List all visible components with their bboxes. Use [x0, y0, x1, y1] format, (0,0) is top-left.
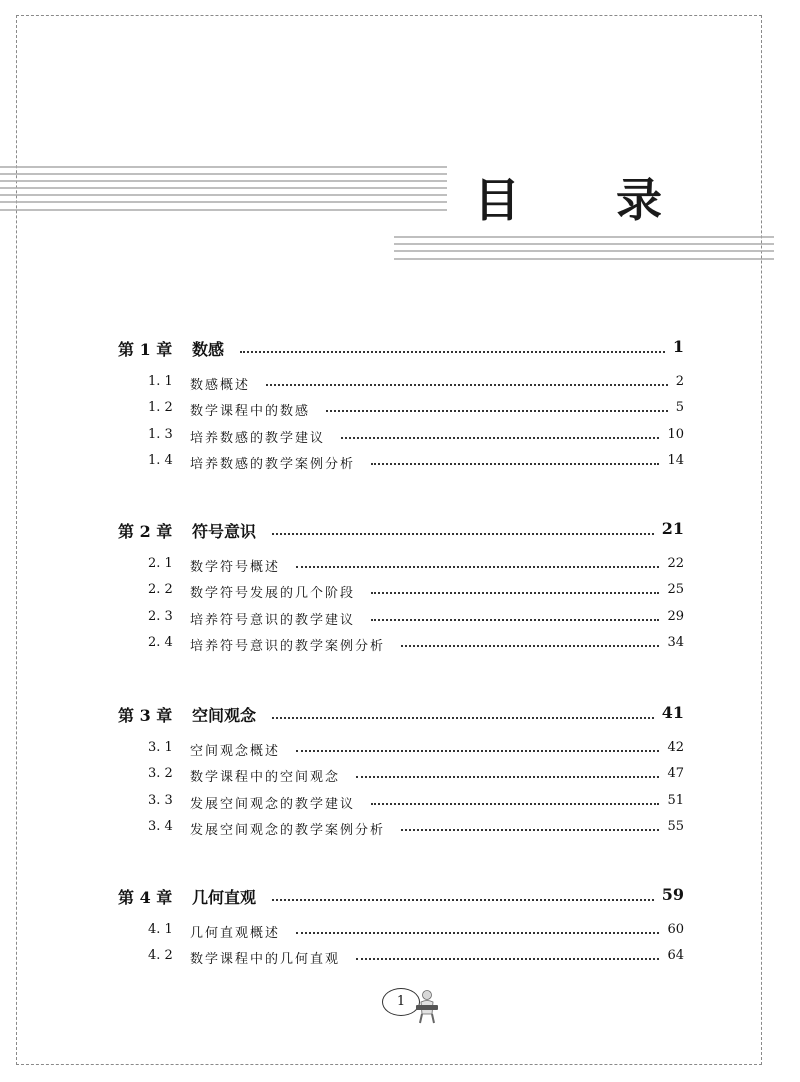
toc-section-row[interactable]	[0, 400, 800, 418]
section-number: 3. 1	[148, 740, 173, 755]
chapter-number: 第 4 章	[118, 888, 173, 907]
leader-dots	[296, 750, 659, 752]
section-page: 42	[667, 740, 684, 755]
toc-chapter-row[interactable]	[0, 703, 800, 725]
section-title: 发展空间观念的教学建议	[190, 796, 356, 812]
leader-dots	[371, 592, 659, 594]
chapter-title: 几何直观	[192, 888, 257, 907]
chapter-title: 数感	[192, 340, 225, 359]
section-number: 3. 2	[148, 766, 173, 782]
toc-section-row[interactable]	[0, 374, 800, 392]
section-title: 数学符号概述	[190, 560, 281, 575]
section-page: 51	[667, 792, 684, 808]
page-number: 1	[382, 988, 420, 1016]
chapter-page: 41	[661, 703, 684, 722]
chapter-number: 第 3 章	[118, 706, 173, 725]
chapter-title: 符号意识	[192, 522, 257, 541]
section-title: 培养符号意识的教学案例分析	[190, 638, 386, 654]
toc-section-row[interactable]	[0, 635, 800, 653]
reading-figure-icon	[415, 990, 439, 1024]
section-page: 25	[667, 582, 684, 598]
chapter-number: 第 2 章	[118, 522, 173, 541]
leader-dots	[356, 958, 659, 960]
section-page: 64	[667, 948, 684, 964]
toc-chapter-row[interactable]	[0, 519, 800, 541]
leader-dots	[371, 619, 659, 621]
leader-dots	[272, 899, 654, 901]
toc-chapter-row[interactable]	[0, 337, 800, 359]
section-page: 47	[667, 766, 684, 782]
section-title: 培养数感的教学建议	[190, 430, 326, 446]
section-title: 数学课程中的几何直观	[190, 952, 341, 968]
toc-section-row[interactable]	[0, 556, 800, 574]
section-page: 10	[667, 426, 684, 442]
section-number: 2. 4	[148, 634, 173, 650]
section-number: 1. 3	[148, 426, 173, 442]
chapter-number: 第 1 章	[118, 340, 173, 359]
leader-dots	[371, 463, 659, 465]
toc-section-row[interactable]	[0, 922, 800, 940]
section-page: 60	[667, 922, 684, 937]
section-number: 1. 2	[148, 400, 173, 416]
section-title: 培养数感的教学案例分析	[190, 456, 356, 472]
chapter-page: 59	[661, 885, 684, 904]
chapter-title: 空间观念	[192, 706, 257, 725]
section-title: 发展空间观念的教学案例分析	[190, 822, 386, 838]
section-page: 29	[667, 608, 684, 624]
section-title: 数感概述	[190, 378, 251, 393]
toc-section-row[interactable]	[0, 453, 800, 471]
leader-dots	[272, 717, 654, 719]
toc-section-row[interactable]	[0, 740, 800, 758]
section-number: 1. 4	[148, 452, 173, 468]
leader-dots	[272, 533, 654, 535]
toc-section-row[interactable]	[0, 819, 800, 837]
leader-dots	[296, 932, 659, 934]
leader-dots	[371, 803, 659, 805]
toc-section-row[interactable]	[0, 948, 800, 966]
leader-dots	[341, 437, 659, 439]
section-title: 数学符号发展的几个阶段	[190, 586, 356, 602]
page-title: 目 录	[474, 173, 703, 227]
section-number: 2. 3	[148, 608, 173, 624]
page-number-badge	[382, 988, 442, 1028]
section-page: 55	[667, 818, 684, 834]
section-page: 2	[675, 374, 684, 389]
section-title: 数学课程中的空间观念	[190, 770, 341, 786]
section-title: 空间观念概述	[190, 744, 281, 759]
leader-dots	[266, 384, 668, 386]
section-page: 34	[667, 634, 684, 650]
toc-section-row[interactable]	[0, 582, 800, 600]
leader-dots	[326, 410, 668, 412]
section-page: 14	[667, 452, 684, 468]
section-number: 1. 1	[148, 374, 173, 389]
leader-dots	[240, 351, 665, 353]
section-number: 4. 2	[148, 948, 173, 964]
section-number: 2. 1	[148, 556, 173, 571]
section-number: 3. 4	[148, 818, 173, 834]
leader-dots	[401, 829, 659, 831]
section-page: 22	[667, 556, 684, 571]
toc-section-row[interactable]	[0, 766, 800, 784]
leader-dots	[356, 776, 659, 778]
section-page: 5	[675, 400, 684, 416]
leader-dots	[296, 566, 659, 568]
toc-section-row[interactable]	[0, 793, 800, 811]
section-title: 数学课程中的数感	[190, 404, 311, 420]
chapter-page: 21	[661, 519, 684, 538]
section-number: 2. 2	[148, 582, 173, 598]
chapter-page: 1	[672, 337, 684, 356]
leader-dots	[401, 645, 659, 647]
toc-section-row[interactable]	[0, 609, 800, 627]
section-number: 3. 3	[148, 792, 173, 808]
section-number: 4. 1	[148, 922, 173, 937]
section-title: 培养符号意识的教学建议	[190, 612, 356, 628]
toc-section-row[interactable]	[0, 427, 800, 445]
toc-chapter-row[interactable]	[0, 885, 800, 907]
section-title: 几何直观概述	[190, 926, 281, 941]
